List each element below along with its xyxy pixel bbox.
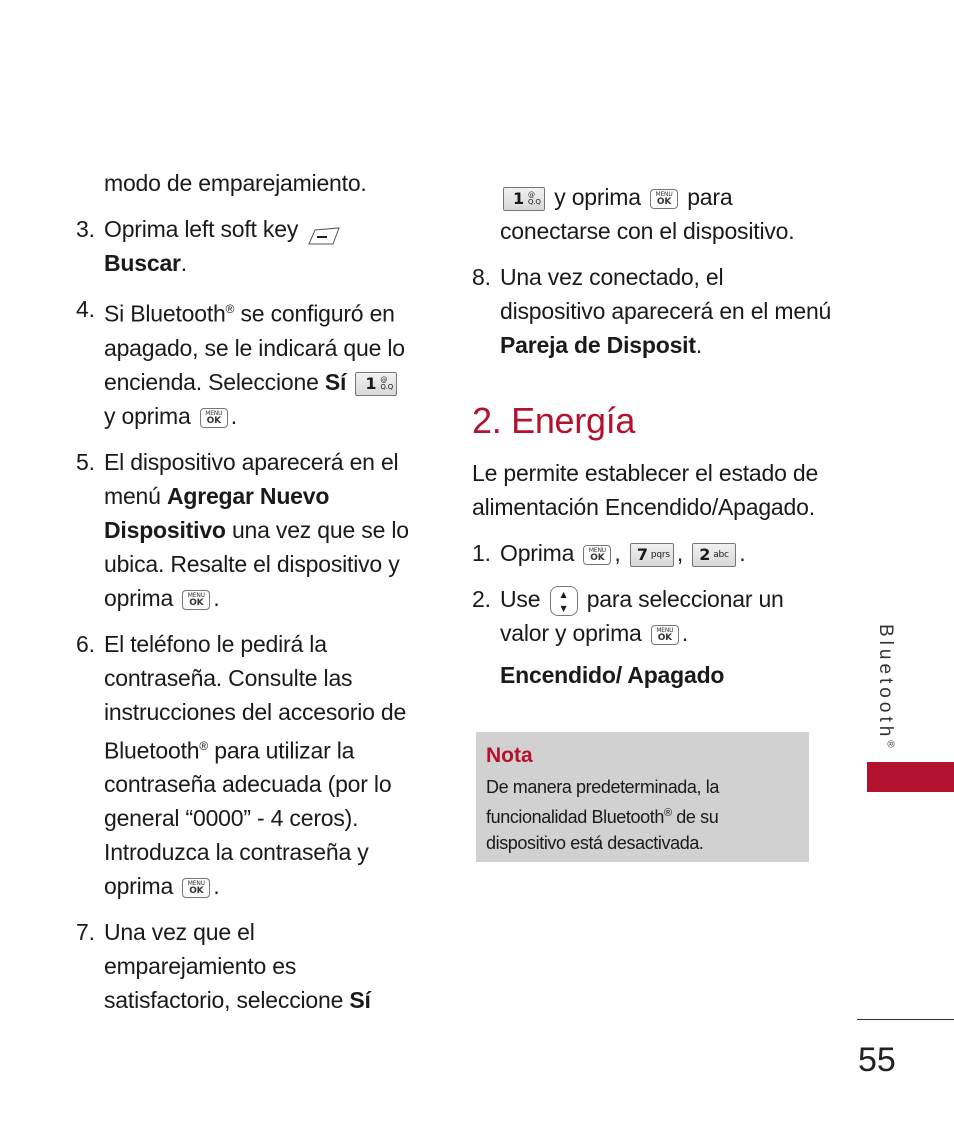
step-number: 1.	[472, 540, 491, 566]
step-number: 5.	[76, 448, 95, 475]
key-menu-label: MENU	[187, 880, 205, 888]
step-text: Use	[500, 586, 541, 612]
key-ok-label: OK	[206, 415, 221, 426]
step-text-cont: para seleccionar un valor y oprima	[500, 586, 784, 646]
step-4	[76, 292, 421, 433]
step-text: Una vez conectado, el dispositivo aparecerá en el menú	[500, 264, 832, 324]
nav-key-icon	[550, 586, 578, 616]
step-text: Una vez que el emparejamiento es satisfactorio, seleccione	[104, 919, 350, 1014]
section-heading: 2. Energía	[472, 400, 636, 441]
punct: .	[739, 540, 746, 566]
step-text-cont: se configuró en apagado, se le indicará que lo encienda. Seleccione	[104, 300, 405, 395]
punct: .	[180, 250, 187, 276]
registered-mark: ®	[199, 738, 209, 753]
key-ok-label: OK	[189, 597, 204, 608]
step-3	[76, 212, 421, 280]
energy-step-1	[472, 536, 832, 570]
si-label: Sí	[324, 368, 347, 395]
key-menu-label: MENU	[656, 626, 674, 634]
footer-rule	[857, 1019, 954, 1020]
step-text: y oprima	[554, 184, 641, 210]
right-column	[472, 180, 832, 362]
buscar-label: Buscar	[104, 250, 181, 276]
energy-step-2	[472, 582, 832, 650]
key-ok-label: OK	[656, 196, 672, 207]
agregar-label: Agregar Nuevo Dispositivo	[104, 482, 330, 543]
key-ok-label: OK	[590, 552, 605, 563]
key-digit: 1	[365, 373, 377, 393]
step-text-cont: para conectarse con el dispositivo.	[500, 184, 795, 244]
side-label-word: Bluetooth	[875, 624, 896, 741]
step-number: 3.	[76, 216, 95, 242]
key-ok-label: OK	[189, 886, 204, 897]
si-label: Sí	[349, 987, 371, 1014]
page-number: 55	[858, 1041, 896, 1079]
step-text-cont: para utilizar la contraseña adecuada (por lo general “0000” - 4 ceros). Introduzca la contraseña y oprima	[104, 737, 392, 900]
note-box	[476, 732, 809, 862]
punct: .	[213, 584, 220, 611]
side-label-text	[874, 624, 896, 752]
pareja-label: Pareja de Disposit	[500, 332, 696, 358]
step-text: El teléfono le pedirá la contraseña. Consulte las instrucciones del accesorio de Bluetooth	[104, 630, 407, 764]
step-number: 4.	[76, 296, 95, 322]
note-title: Nota	[486, 744, 533, 767]
intro-text: modo de emparejamiento.	[104, 170, 367, 196]
energy-section	[472, 456, 832, 692]
key-menu-label: MENU	[187, 591, 205, 599]
menu-ok-key-icon	[650, 189, 678, 209]
note-text	[486, 774, 799, 856]
note-text-b: de su dispositivo está desactivada.	[486, 807, 719, 853]
menu-ok-key-icon	[651, 625, 679, 645]
key-digit: 1	[513, 188, 524, 208]
option-text: Encendido/ Apagado	[500, 662, 725, 688]
step-5	[76, 445, 421, 615]
step-text: Oprima left soft key	[104, 216, 299, 242]
step-6	[76, 627, 421, 904]
step-text: Si Bluetooth	[104, 300, 226, 327]
registered-mark: ®	[884, 740, 896, 752]
punct: .	[213, 873, 220, 900]
key-1-icon	[355, 372, 397, 396]
step-text-cont: una vez que se lo ubica. Resalte el dispositivo y oprima	[104, 516, 409, 611]
registered-mark: ®	[663, 807, 672, 819]
key-menu-label: MENU	[588, 546, 606, 554]
key-1-icon	[503, 187, 545, 211]
nav-down-arrow: ▼	[560, 603, 567, 613]
step-text: Oprima	[500, 540, 575, 566]
punct: .	[230, 402, 237, 429]
key-digit: 2	[699, 544, 711, 564]
key-letters: @ Q.Q	[528, 190, 541, 206]
note-text-a: De manera predeterminada, la funcionalidad Bluetooth	[486, 777, 719, 827]
menu-ok-key-icon	[182, 878, 210, 898]
step-8	[472, 260, 832, 362]
menu-ok-key-icon	[200, 408, 228, 428]
menu-ok-key-icon	[182, 590, 210, 610]
key-letters: abc	[713, 549, 729, 560]
step-text-end: y oprima	[104, 402, 191, 429]
step-number: 2.	[472, 586, 491, 612]
key-digit: 7	[636, 544, 648, 564]
nav-up-arrow: ▲	[560, 589, 567, 599]
section-tab	[867, 762, 954, 792]
punct: ,	[676, 540, 684, 566]
punct: ,	[614, 540, 621, 566]
step-text: El dispositivo aparecerá en el menú	[104, 448, 399, 509]
key-menu-label: MENU	[655, 190, 673, 198]
key-ok-label: OK	[657, 632, 672, 643]
key-menu-label: MENU	[205, 409, 223, 417]
left-soft-key-icon	[307, 221, 341, 241]
section-description: Le permite establecer el estado de alimentación Encendido/Apagado.	[472, 460, 819, 520]
option-label	[472, 658, 832, 692]
key-7-icon	[630, 543, 674, 567]
punct: .	[681, 620, 689, 646]
step-7	[76, 915, 421, 1017]
key-2-icon	[692, 543, 736, 567]
menu-ok-key-icon	[583, 545, 611, 565]
side-section-label	[862, 624, 902, 764]
key-letters: pqrs	[650, 549, 670, 560]
registered-mark: ®	[225, 302, 235, 316]
step-7-continued	[472, 180, 832, 248]
punct: .	[695, 332, 703, 358]
key-letters: @ Q.Q	[380, 375, 394, 391]
left-column	[76, 166, 421, 1017]
step-number: 6.	[76, 630, 95, 657]
step-number: 8.	[472, 264, 491, 290]
step-number: 7.	[76, 919, 95, 946]
